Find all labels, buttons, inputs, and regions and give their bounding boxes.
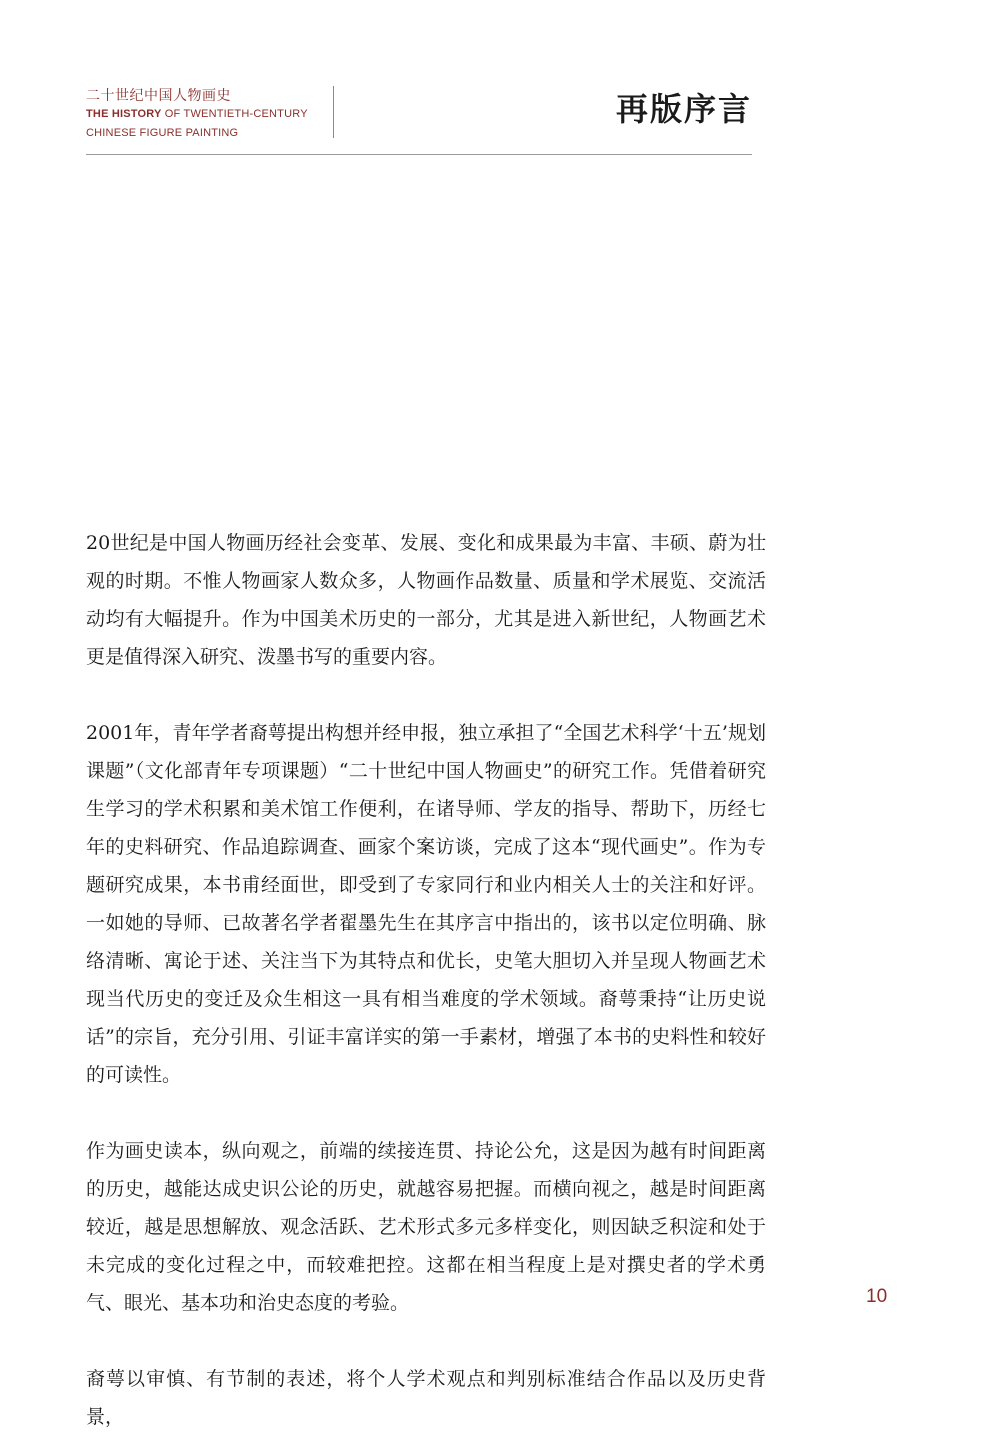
paragraph-3: 作为画史读本，纵向观之，前端的续接连贯、持论公允，这是因为越有时间距离的历史，越能达成史识公论的历史，就越容易把握。而横向视之，越是时间距离较近，越是思想解放、观念活跃、艺术形式多元多样变化，则因缺乏积淀和处于未完成的变化过程之中，而较难把控。这都在相当程度上是对撰史者的学术勇气、眼光、基本功和治史态度的考验。 (86, 1140, 766, 1314)
series-title-en-line1 (86, 108, 308, 120)
series-title-en-emphasis: THE HISTORY (86, 108, 162, 120)
body-text (86, 524, 766, 1436)
page-number: 10 (866, 1286, 888, 1307)
paragraph-1: 20世纪是中国人物画历经社会变革、发展、变化和成果最为丰富、丰硕、蔚为壮观的时期。不惟人物画家人数众多，人物画作品数量、质量和学术展览、交流活动均有大幅提升。作为中国美术历史的一部分，尤其是进入新世纪，人物画艺术更是值得深入研究、泼墨书写的重要内容。 (86, 532, 766, 668)
section-title: 再版序言 (615, 90, 752, 128)
series-title-zh: 二十世纪中国人物画史 (86, 88, 231, 104)
paragraph-2: 2001年，青年学者裔萼提出构想并经申报，独立承担了“全国艺术科学‘十五’规划课题”（文化部青年专项课题）“二十世纪中国人物画史”的研究工作。凭借着研究生学习的学术积累和美术馆工作便利，在诸导师、学友的指导、帮助下，历经七年的史料研究、作品追踪调查、画家个案访谈，完成了这本“现代画史”。作为专题研究成果，本书甫经面世，即受到了专家同行和业内相关人士的关注和好评。一如她的导师、已故著名学者翟墨先生在其序言中指出的，该书以定位明确、脉络清晰、寓论于述、关注当下为其特点和优长，史笔大胆切入并呈现人物画艺术现当代历史的变迁及众生相这一具有相当难度的学术领域。裔萼秉持“让历史说话”的宗旨，充分引用、引证丰富详实的第一手素材，增强了本书的史料性和较好的可读性。 (86, 722, 766, 1086)
paragraph-4: 裔萼以审慎、有节制的表述，将个人学术观点和判别标准结合作品以及历史背景， (86, 1368, 766, 1428)
header-rule (86, 154, 752, 155)
header-divider (333, 86, 334, 138)
series-title-en-line1-rest: OF TWENTIETH-CENTURY (161, 108, 308, 120)
series-title-en-line2: CHINESE FIGURE PAINTING (86, 127, 239, 139)
